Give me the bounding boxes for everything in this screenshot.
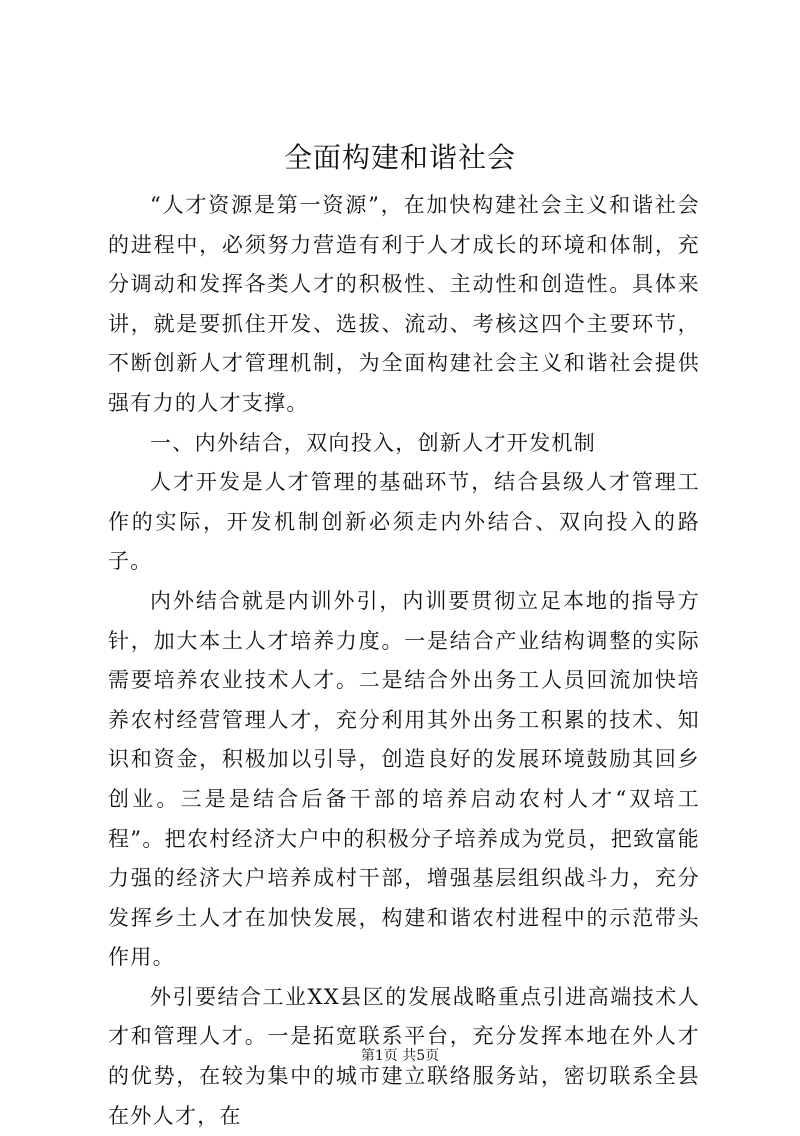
paragraph-development: 人才开发是人才管理的基础环节，结合县级人才管理工作的实际，开发机制创新必须走内外结合、双向投入的路子。 (108, 470, 700, 574)
paragraph-external-recruitment: 外引要结合工业XX县区的发展战略重点引进高端技术人才和管理人才。一是拓宽联系平台，充分发挥本地在外人才的优势，在较为集中的城市建立联络服务站，密切联系全县在外人才，在 (108, 984, 700, 1128)
section-heading: 一、内外结合，双向投入，创新人才开发机制 (150, 430, 596, 455)
paragraph-internal-training: 内外结合就是内训外引，内训要贯彻立足本地的指导方针，加大本土人才培养力度。一是结合产业结构调整的实际需要培养农业技术人才。二是结合外出务工人员回流加快培养农村经营管理人才，充分利用其外出务工积累的技术、知识和资金，积极加以引导，创造良好的发展环境鼓励其回乡创业。三是是结合后备干部的培养启动农村人才“双培工程”。把农村经济大户中的积极分子培养成为党员，把致富能力强的经济大户培养成村干部，增强基层组织战斗力，充分发挥乡土人才在加快发展，构建和谐农村进程中的示范带头作用。 (108, 588, 700, 970)
document-body (108, 186, 700, 1136)
document-title: 全面构建和谐社会 (283, 141, 516, 174)
page-footer: 第1页 共5页 (360, 1048, 440, 1064)
paragraph-intro: “人才资源是第一资源”，在加快构建社会主义和谐社会的进程中，必须努力营造有利于人才成长的环境和体制，充分调动和发挥各类人才的积极性、主动性和创造性。具体来讲，就是要抓住开发、选拔、流动、考核这四个主要环节，不断创新人才管理机制，为全面构建社会主义和谐社会提供强有力的人才支撑。 (108, 193, 700, 415)
